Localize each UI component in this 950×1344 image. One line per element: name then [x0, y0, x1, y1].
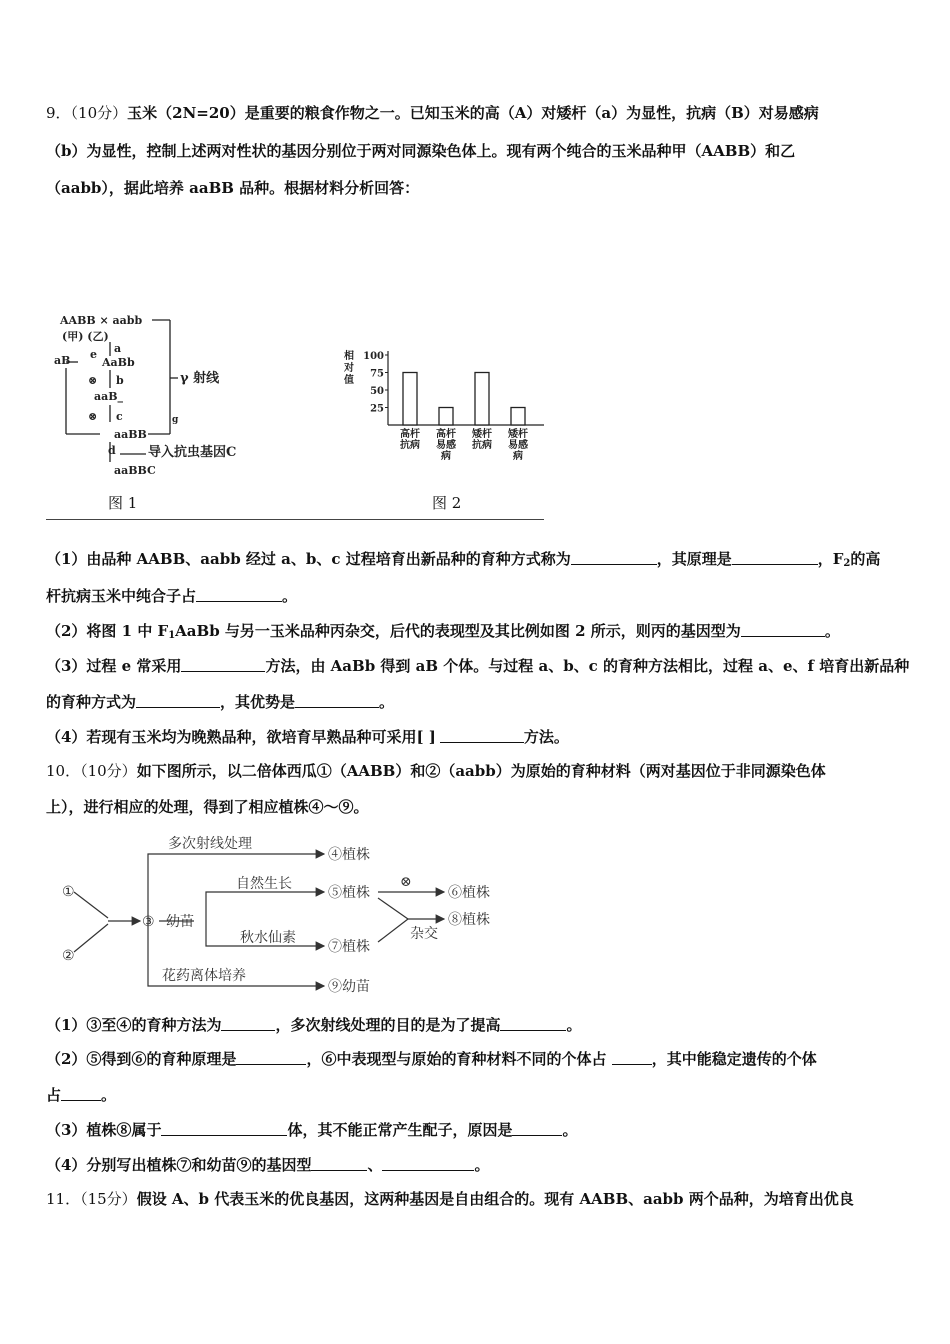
- x-tick-label: 矮杆: [508, 429, 528, 440]
- q10-sub4: （4）分别写出植株⑦和幼苗⑨的基因型 、 。: [46, 1156, 490, 1174]
- answer-blank: [196, 587, 282, 602]
- fig1-gamma: γ 射线: [180, 371, 220, 386]
- fig1-label-e: e: [90, 348, 97, 361]
- y-axis-label: 相: [344, 351, 354, 362]
- x-tick-label: 高杆: [400, 429, 420, 440]
- figure-divider: [46, 519, 544, 520]
- x-tick-label: 矮杆: [472, 429, 492, 440]
- fig1-f1: AaBb: [102, 356, 135, 369]
- y-axis-label: 值: [344, 375, 354, 386]
- fig1-aB: aB: [54, 354, 71, 367]
- q10-line2: 上），进行相应的处理，得到了相应植株④～⑨。: [46, 798, 369, 816]
- answer-blank: [571, 550, 657, 565]
- fig1-self2: ⊗: [88, 410, 98, 423]
- label-cross: 杂交: [410, 926, 438, 942]
- fig1-label-d: d: [108, 444, 116, 457]
- bar: [475, 373, 489, 426]
- fig1-aaBB: aaBB: [114, 428, 147, 441]
- y-tick-label: 75: [370, 368, 384, 380]
- q10-sub2: （2）⑤得到⑥的育种原理是 ，⑥中表现型与原始的育种材料不同的个体占 ，其中能稳定遗传的个体: [46, 1050, 817, 1068]
- answer-blank: [741, 622, 825, 637]
- answer-blank: [440, 728, 524, 743]
- answer-blank: [236, 1050, 306, 1065]
- fig1-parents: (甲) (乙): [62, 330, 109, 343]
- fig1-label-a: a: [114, 342, 122, 355]
- fig1-gene-c: 导入抗虫基因C: [148, 445, 237, 460]
- q9-line2: （b）为显性，控制上述两对性状的基因分别位于两对同源染色体上。现有两个纯合的玉米品种甲（AABB）和乙: [46, 142, 796, 160]
- q10-line1: 10．（10分）如下图所示，以二倍体西瓜①（AABB）和②（aabb）为原始的育种材料（两对基因位于非同源染色体: [46, 762, 826, 780]
- x-tick-label: 高杆: [436, 429, 456, 440]
- node-2: ②: [62, 948, 75, 964]
- figure-2-caption: 图 2: [432, 494, 462, 512]
- y-tick-label: 100: [363, 351, 384, 362]
- figure-1-diagram: [48, 310, 288, 485]
- answer-blank: [732, 550, 818, 565]
- y-tick-label: 50: [370, 386, 384, 397]
- x-tick-label: 易感: [508, 440, 528, 451]
- fig1-aaBBC: aaBBC: [114, 464, 156, 477]
- fig1-cross: AABB × aabb: [60, 314, 143, 327]
- answer-blank: [221, 1016, 275, 1031]
- fig1-label-b: b: [116, 374, 124, 387]
- label-colchicine: 秋水仙素: [240, 930, 296, 946]
- q10-sub1: （1）③至④的育种方法为 ，多次射线处理的目的是为了提高 。: [46, 1016, 582, 1034]
- figure-2-bar-chart: [340, 345, 550, 480]
- answer-blank: [382, 1156, 474, 1171]
- label-natural: 自然生长: [236, 876, 292, 892]
- node-3: ③: [142, 914, 155, 930]
- q9-line1: 9．（10分）玉米（2N=20）是重要的粮食作物之一。已知玉米的高（A）对矮杆（a）为显性，抗病（B）对易感病: [46, 104, 819, 122]
- q11-number: 11．: [46, 1190, 81, 1208]
- q10-sub2-cont: 占 。: [46, 1086, 117, 1104]
- plant-4: ④植株: [328, 847, 370, 863]
- q9-sub3: （3）过程 e 常采用 方法，由 AaBb 得到 aB 个体。与过程 a、b、c 的育种方法相比，过程 a、e、f 培育出新品种: [46, 657, 910, 675]
- q11-score: （15分）: [80, 1190, 137, 1208]
- label-anther: 花药离体培养: [162, 968, 246, 984]
- answer-blank: [500, 1016, 566, 1031]
- plant-5: ⑤植株: [328, 885, 370, 901]
- q9-sub2: （2）将图 1 中 $F_1AaBb$ 与另一玉米品种丙杂交，后代的表现型及其比例如图 2 所示，则丙的基因型为 。: [46, 622, 840, 641]
- plant-7: ⑦植株: [328, 939, 370, 955]
- answer-blank: [181, 657, 265, 672]
- answer-blank: [512, 1121, 562, 1136]
- answer-blank: [295, 693, 379, 708]
- fig1-self1: ⊗: [88, 374, 98, 387]
- q10-sub3: （3）植株⑧属于 体，其不能正常产生配子，原因是 。: [46, 1121, 578, 1139]
- seedling-9: ⑨幼苗: [328, 979, 370, 995]
- node-1: ①: [62, 884, 75, 900]
- answer-blank: [311, 1156, 367, 1171]
- plant-6: ⑥植株: [448, 885, 490, 901]
- q9-sub1-cont: 杆抗病玉米中纯合子占 。: [46, 587, 298, 605]
- bar: [511, 408, 525, 426]
- x-tick-label: 抗病: [400, 440, 420, 451]
- x-tick-label: 抗病: [472, 440, 492, 451]
- breeding-flow-diagram: [56, 826, 516, 1006]
- x-tick-label: 易感: [436, 440, 456, 451]
- y-axis-label: 对: [344, 363, 354, 374]
- answer-blank: [136, 693, 220, 708]
- q9-sub4: （4）若现有玉米均为晚熟品种，欲培育早熟品种可采用[ ] 方法。: [46, 728, 569, 746]
- label-self: ⊗: [400, 874, 412, 890]
- q11-line1: 11．（15分）假设 A、b 代表玉米的优良基因，这两种基因是自由组合的。现有 AABB、aabb 两个品种，为培育出优良: [46, 1190, 854, 1208]
- fig1-label-c: c: [116, 410, 123, 423]
- answer-blank: [612, 1050, 652, 1065]
- figure-1-caption: 图 1: [108, 494, 138, 512]
- q10-number: 10．: [46, 762, 81, 780]
- q9-number: 9．: [46, 104, 71, 122]
- q9-score: （10分）: [70, 104, 128, 122]
- q10-score: （10分）: [80, 762, 137, 780]
- x-tick-label: 病: [513, 451, 523, 462]
- bar: [403, 373, 417, 426]
- plant-8: ⑧植株: [448, 912, 490, 928]
- q9-line3: （aabb），据此培养 aaBB 品种。根据材料分析回答：: [46, 179, 420, 197]
- answer-blank: [61, 1086, 101, 1101]
- fig1-aaB: aaB_: [94, 390, 124, 403]
- x-tick-label: 病: [441, 451, 451, 462]
- label-seedling: 幼苗: [166, 914, 194, 930]
- label-radiation: 多次射线处理: [168, 836, 252, 852]
- y-tick-label: 25: [370, 403, 384, 415]
- q9-sub3-cont: 的育种方式为 ，其优势是 。: [46, 693, 395, 711]
- answer-blank: [161, 1121, 287, 1136]
- fig1-label-g: g: [172, 415, 179, 425]
- q9-sub1: （1）由品种 AABB、aabb 经过 a、b、c 过程培育出新品种的育种方式称为 ，其原理是 ，$F_2$的高: [46, 550, 881, 569]
- bar: [439, 408, 453, 426]
